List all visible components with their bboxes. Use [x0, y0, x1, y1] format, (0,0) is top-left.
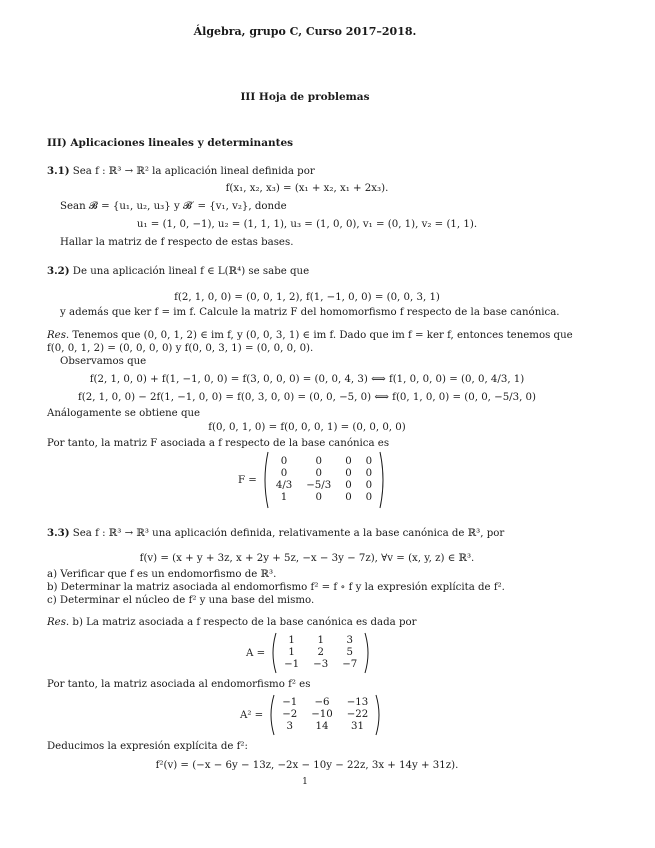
matrix-cell: 2 [317, 647, 324, 658]
item-a: a) Verificar que f es un endomorfismo de ℝ³. [47, 569, 277, 580]
matrix-cell: −2 [282, 709, 298, 720]
equation: f²(v) = (−x − 6y − 13z, −2x − 10y − 22z, 3x + 14y + 31z). [155, 760, 459, 771]
matrix-cell: 1 [288, 635, 295, 646]
equation: f(2, 1, 0, 0) − 2f(1, −1, 0, 0) = f(0, 3, 0, 0) = (0, 0, −5, 0) ⟺ f(0, 1, 0, 0) = (0, 0, −5/3, 0) [77, 392, 537, 403]
matrix-cell: 0 [365, 456, 373, 467]
equation: f(2, 1, 0, 0) + f(1, −1, 0, 0) = f(3, 0, 0, 0) = (0, 0, 4, 3) ⟺ f(1, 0, 0, 0) = (0, 0, 4/3, 1) [89, 374, 525, 385]
equation: u₁ = (1, 0, −1), u₂ = (1, 1, 1), u₃ = (1, 0, 0), v₁ = (0, 1), v₂ = (1, 1). [136, 219, 478, 230]
matrix-cell: −10 [311, 709, 333, 720]
right-paren-icon [375, 694, 383, 736]
section-heading: III) Aplicaciones lineales y determinantes [47, 137, 294, 149]
equation: f(v) = (x + y + 3z, x + 2y + 5z, −x − 3y − 7z), ∀v = (x, y, z) ∈ ℝ³. [139, 553, 475, 564]
problem-text: De una aplicación lineal f ∈ L(ℝ⁴) se sabe que [72, 266, 310, 277]
problem-text: Sea f : ℝ³ → ℝ² la aplicación lineal definida por [72, 166, 315, 177]
matrix-label: A² = [240, 709, 264, 721]
solution-text: Tenemos que (0, 0, 1, 2) ∈ im f, y (0, 0, 3, 1) ∈ im f. Dado que im f = ker f, entonces tenemos que [72, 330, 573, 341]
matrix-cell: 0 [365, 468, 373, 479]
solution-text: b) La matriz asociada a f respecto de la base canónica es dada por [72, 617, 417, 628]
matrix-F [238, 451, 387, 509]
matrix-cell: 3 [286, 721, 293, 732]
matrix-cell: 1 [317, 635, 324, 646]
equation: f(0, 0, 1, 0) = f(0, 0, 0, 1) = (0, 0, 0, 0) [208, 422, 406, 433]
matrix-label: F = [238, 474, 257, 486]
problem-number: 3.2) [47, 265, 70, 277]
matrix-cell: 3 [346, 635, 353, 646]
left-paren-icon [269, 632, 277, 674]
matrix-A2-table [275, 697, 375, 733]
matrix-cell: −22 [346, 709, 369, 720]
matrix-cell: 0 [345, 480, 352, 491]
solution-text: Por tanto, la matriz asociada al endomorfismo f² es [47, 679, 311, 690]
matrix-cell: 5 [346, 647, 353, 658]
matrix-F-table [269, 456, 379, 504]
matrix-cell: 14 [315, 721, 329, 732]
matrix-cell: 0 [365, 492, 373, 503]
solution-text: Por tanto, la matriz F asociada a f respecto de la base canónica es [47, 438, 390, 449]
solution-text: Deducimos la expresión explícita de f²: [47, 741, 248, 752]
equation: f(x₁, x₂, x₃) = (x₁ + x₂, x₁ + 2x₃). [225, 183, 389, 194]
matrix-row [277, 647, 364, 659]
matrix-cell: 0 [345, 456, 352, 467]
problem-text: Sea f : ℝ³ → ℝ³ una aplicación definida, relativamente a la base canónica de ℝ³, por [72, 528, 505, 539]
matrix-cell: −1 [284, 659, 300, 670]
solution-text: f(0, 0, 1, 2) = (0, 0, 0, 0) y f(0, 0, 3, 1) = (0, 0, 0, 0). [47, 343, 314, 354]
item-b: b) Determinar la matriz asociada al endomorfismo f² = f ∘ f y la expresión explícita de f². [47, 582, 505, 593]
problem-number: 3.3) [47, 527, 70, 539]
matrix-cell: −6 [314, 697, 330, 708]
problem-text: Sean 𝓑 = {u₁, u₂, u₃} y 𝓑′ = {v₁, v₂}, donde [60, 201, 287, 212]
item-c: c) Determinar el núcleo de f² y una base del mismo. [47, 595, 315, 606]
matrix-cell: 0 [280, 468, 288, 479]
problem-3-3-statement [47, 527, 504, 540]
matrix-cell: −7 [342, 659, 358, 670]
problem-text: y además que ker f = im f. Calcule la matriz F del homomorfismo f respecto de la base canónica. [60, 307, 560, 318]
problem-text: Hallar la matriz de f respecto de estas bases. [60, 237, 294, 248]
matrix-cell: 0 [280, 456, 288, 467]
matrix-cell: 31 [351, 721, 364, 732]
matrix-row [277, 635, 364, 647]
matrix-cell: 0 [315, 456, 322, 467]
page-number: 1 [302, 777, 308, 787]
matrix-row [275, 721, 375, 733]
problem-number: 3.1) [47, 165, 70, 177]
matrix-cell: 0 [315, 492, 322, 503]
matrix-cell: 0 [345, 492, 352, 503]
course-title: Álgebra, grupo C, Curso 2017–2018. [193, 25, 417, 38]
solution-line [47, 617, 416, 629]
matrix-cell: 0 [315, 468, 322, 479]
matrix-cell: 0 [345, 468, 352, 479]
matrix-cell: 1 [288, 647, 295, 658]
matrix-cell: −5/3 [306, 480, 332, 491]
matrix-cell: −1 [282, 697, 298, 708]
matrix-row [275, 697, 375, 709]
solution-line [47, 330, 573, 342]
matrix-cell: 1 [280, 492, 288, 503]
left-paren-icon [267, 694, 275, 736]
problem-3-2-statement [47, 265, 309, 278]
matrix-row [269, 456, 379, 468]
matrix-row [275, 709, 375, 721]
right-paren-icon [364, 632, 372, 674]
right-paren-icon [379, 451, 387, 509]
matrix-cell: 4/3 [275, 480, 293, 491]
matrix-cell: −13 [346, 697, 369, 708]
matrix-A-squared [240, 694, 383, 736]
matrix-row [269, 480, 379, 492]
matrix-A [246, 632, 372, 674]
matrix-row [277, 659, 364, 671]
equation: f(2, 1, 0, 0) = (0, 0, 1, 2), f(1, −1, 0, 0) = (0, 0, 3, 1) [174, 292, 440, 303]
solution-text: Observamos que [60, 356, 147, 367]
matrix-row [269, 468, 379, 480]
problem-3-1-statement [47, 165, 315, 178]
left-paren-icon [261, 451, 269, 509]
matrix-row [269, 492, 379, 504]
matrix-A-table [277, 635, 364, 671]
solution-text: Análogamente se obtiene que [47, 408, 201, 419]
res-label: Res. [47, 617, 70, 628]
sheet-title: III Hoja de problemas [240, 91, 370, 103]
matrix-cell: 0 [365, 480, 373, 491]
matrix-label: A = [246, 647, 266, 659]
matrix-cell: −3 [313, 659, 329, 670]
res-label: Res. [47, 330, 70, 341]
